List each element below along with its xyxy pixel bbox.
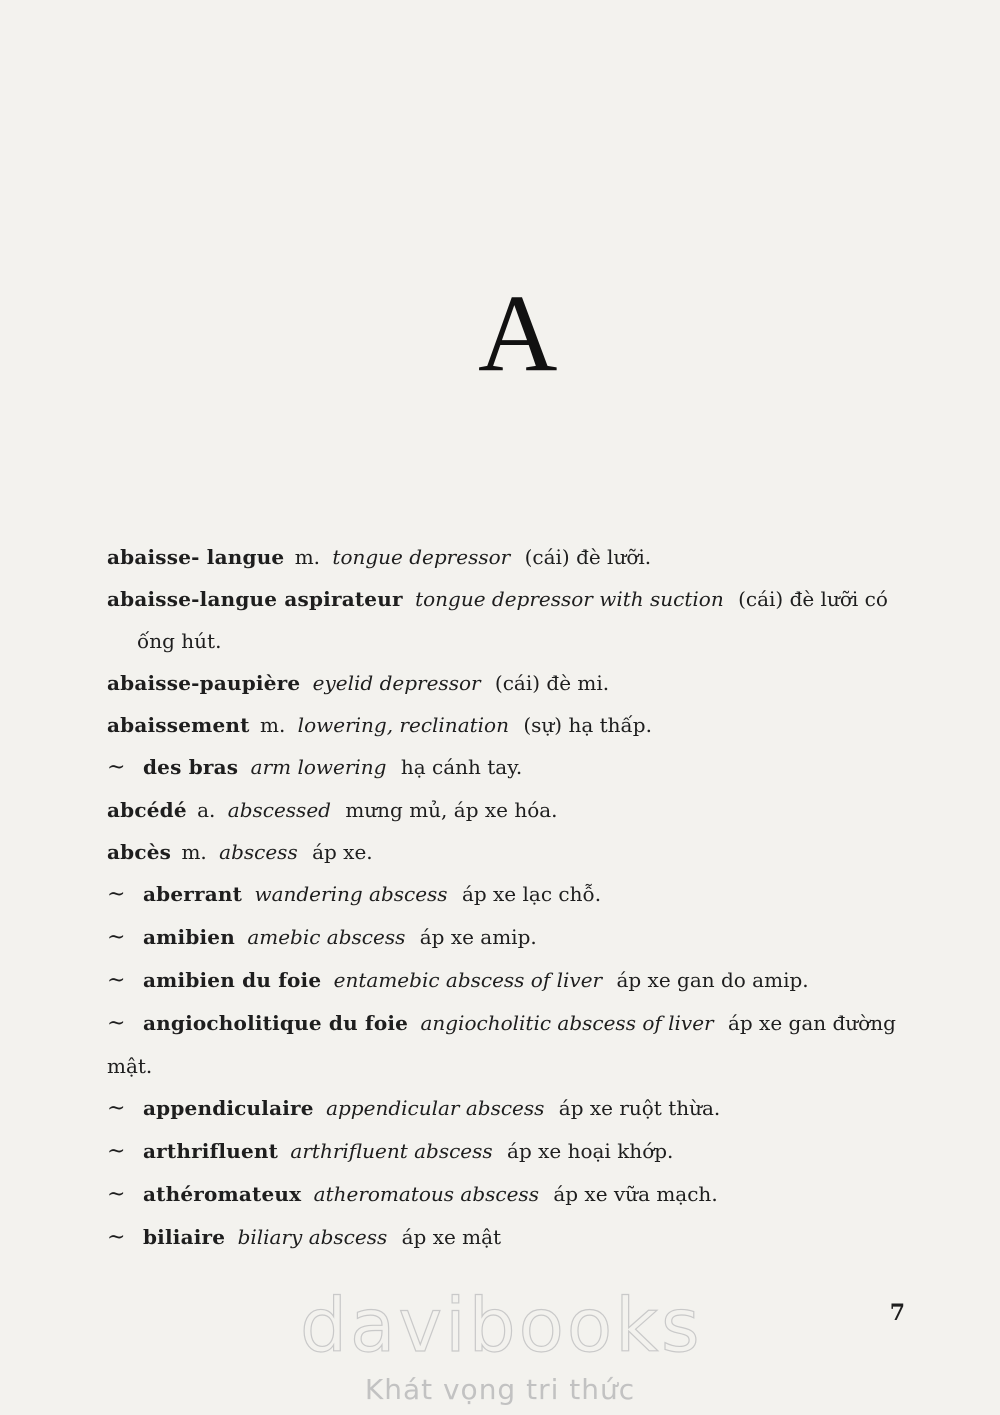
entry-headword: abaisse-paupière <box>107 671 301 695</box>
entry-headword: angiocholitique du foie <box>143 1011 409 1035</box>
entry-headword: abcès <box>107 840 172 864</box>
dictionary-entry <box>107 662 907 704</box>
entry-english: amebic abscess <box>247 925 406 949</box>
entry-english: abscess <box>219 840 298 864</box>
entry-headword: abaisse- langue <box>107 545 285 569</box>
entry-vietnamese: (cái) đè lưỡi. <box>524 545 652 569</box>
dictionary-entry <box>107 704 907 746</box>
entry-english: angiocholitic abscess of liver <box>420 1011 714 1035</box>
watermark-tagline: Khát vọng tri thức <box>364 1373 636 1406</box>
entry-vietnamese: áp xe hoại khớp. <box>507 1139 674 1163</box>
dictionary-entry <box>107 1173 907 1216</box>
dictionary-entry <box>107 916 907 959</box>
dictionary-entry <box>107 1130 907 1173</box>
entry-headword: abcédé <box>107 798 187 822</box>
tilde-marker: ~ <box>107 1182 126 1207</box>
entry-english: atheromatous abscess <box>313 1182 539 1206</box>
dictionary-entry <box>107 1002 907 1087</box>
tilde-marker: ~ <box>107 755 126 780</box>
entry-headword: amibien du foie <box>143 968 322 992</box>
entry-headword: arthrifluent <box>143 1139 279 1163</box>
dictionary-entry <box>107 1087 907 1130</box>
tilde-marker: ~ <box>107 1011 126 1036</box>
dictionary-entry <box>107 873 907 916</box>
entry-grammar: m. <box>259 713 286 737</box>
entry-vietnamese: áp xe amip. <box>419 925 537 949</box>
watermark-logo: davibooks <box>300 1283 703 1369</box>
entry-headword: biliaire <box>143 1225 226 1249</box>
entry-headword: des bras <box>143 755 239 779</box>
entry-vietnamese: áp xe ruột thừa. <box>558 1096 721 1120</box>
entry-english: abscessed <box>227 798 331 822</box>
entry-english: wandering abscess <box>254 882 448 906</box>
tilde-marker: ~ <box>107 1225 126 1250</box>
tilde-marker: ~ <box>107 925 126 950</box>
entry-grammar: a. <box>197 798 216 822</box>
entry-headword: abaisse-langue aspirateur <box>107 587 403 611</box>
page-number: 7 <box>889 1300 905 1326</box>
entry-vietnamese: áp xe gan đường mật. <box>107 1011 896 1078</box>
tilde-marker: ~ <box>107 882 126 907</box>
entry-vietnamese: áp xe vữa mạch. <box>553 1182 718 1206</box>
entry-english: entamebic abscess of liver <box>333 968 603 992</box>
section-letter: A <box>478 272 558 394</box>
tilde-marker: ~ <box>107 1139 126 1164</box>
dictionary-entry <box>107 1216 907 1259</box>
entry-headword: appendiculaire <box>143 1096 314 1120</box>
entry-headword: amibien <box>143 925 235 949</box>
dictionary-entry <box>107 959 907 1002</box>
entry-grammar: m. <box>294 545 321 569</box>
entry-english: arm lowering <box>250 755 387 779</box>
entry-english: tongue depressor with suction <box>415 587 724 611</box>
entry-english: tongue depressor <box>332 545 511 569</box>
entry-english: biliary abscess <box>237 1225 388 1249</box>
entry-list <box>107 536 907 1259</box>
dictionary-entry <box>107 789 907 831</box>
dictionary-entry <box>107 831 907 873</box>
entry-vietnamese: áp xe lạc chỗ. <box>461 882 602 906</box>
tilde-marker: ~ <box>107 1096 126 1121</box>
entry-english: arthrifluent abscess <box>290 1139 493 1163</box>
entry-vietnamese: mưng mủ, áp xe hóa. <box>345 798 558 822</box>
dictionary-entry <box>107 536 907 578</box>
entry-english: lowering, reclination <box>297 713 509 737</box>
entry-vietnamese: áp xe. <box>312 840 373 864</box>
entry-headword: athéromateux <box>143 1182 302 1206</box>
entry-headword: abaissement <box>107 713 250 737</box>
entry-english: appendicular abscess <box>326 1096 545 1120</box>
entry-vietnamese: hạ cánh tay. <box>400 755 523 779</box>
entry-english: eyelid depressor <box>312 671 481 695</box>
entry-vietnamese: (cái) đè mi. <box>494 671 610 695</box>
entry-vietnamese: áp xe mật <box>401 1225 502 1249</box>
entry-grammar: m. <box>181 840 207 864</box>
tilde-marker: ~ <box>107 968 126 993</box>
entry-headword: aberrant <box>143 882 243 906</box>
dictionary-entry <box>107 578 907 662</box>
dictionary-entry <box>107 746 907 789</box>
entry-vietnamese: (cái) đè lưỡi có ống hút. <box>137 587 888 653</box>
entry-vietnamese: áp xe gan do amip. <box>616 968 809 992</box>
entry-vietnamese: (sự) hạ thấp. <box>523 713 652 737</box>
